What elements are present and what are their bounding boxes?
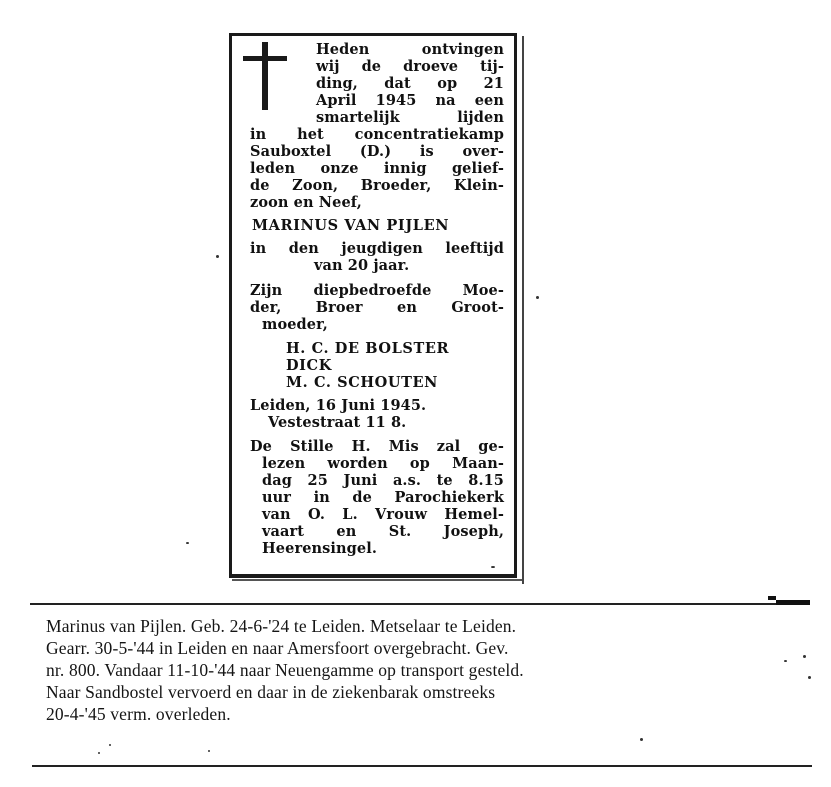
print-speck [640,738,643,741]
deceased-name: MARINUS VAN PIJLEN [252,217,450,234]
notice-line: van O. L. Vrouw Hemel- [262,506,504,523]
notice-line: wij de droeve tij- [316,58,504,75]
notice-line: uur in de Parochiekerk [262,489,504,506]
notice-line: Sauboxtel (D.) is over- [250,143,504,160]
print-speck [216,255,219,258]
notice-address: Vestestraat 11 8. [268,414,407,431]
notice-place-date: Leiden, 16 Juni 1945. [250,397,427,414]
cross-icon [241,40,289,112]
print-speck [808,676,811,679]
notice-line: Zijn diepbedroefde Moe- [250,282,504,299]
notice-line: leden onze innig gelief- [250,160,504,177]
notice-border-shadow-bottom [232,579,522,581]
notice-border-shadow [514,36,524,584]
notice-line: De Stille H. Mis zal ge- [250,438,504,455]
caption-line: Marinus van Pijlen. Geb. 24-6-'24 te Leiden. Metselaar te Leiden. [46,616,517,636]
print-speck [784,660,787,662]
bottom-rule [32,765,812,767]
notice-line: lezen worden op Maan- [262,455,504,472]
notice-line: Heden ontvingen [316,41,504,58]
print-speck [109,744,111,746]
notice-line: vaart en St. Joseph, [262,523,504,540]
print-speck [803,655,806,658]
notice-line: zoon en Neef, [250,194,362,211]
caption-line: Naar Sandbostel vervoerd en daar in de ziekenbarak omstreeks [46,682,496,702]
print-speck [208,750,210,752]
signatory-name: H. C. DE BOLSTER [286,340,450,357]
signatory-name: M. C. SCHOUTEN [286,374,439,391]
notice-line: ding, dat op 21 [316,75,504,92]
notice-line: in het concentratiekamp [250,126,504,143]
notice-line: smartelijk lijden [316,109,504,126]
print-speck [491,566,495,568]
print-speck [186,542,189,544]
notice-line: moeder, [262,316,328,333]
notice-line: dag 25 Juni a.s. te 8.15 [262,472,504,489]
top-rule-tick [768,596,776,600]
notice-line: der, Broer en Groot- [250,299,504,316]
signatory-name: DICK [286,357,332,374]
top-rule [30,603,776,605]
notice-line: de Zoon, Broeder, Klein- [250,177,504,194]
caption-line: nr. 800. Vandaar 11-10-'44 naar Neuengamme op transport gesteld. [46,660,524,680]
notice-line: April 1945 na een [316,92,504,109]
notice-line: van 20 jaar. [314,257,410,274]
print-speck [536,296,539,299]
caption-line: 20-4-'45 verm. overleden. [46,704,231,724]
print-speck [98,752,100,754]
notice-line: Heerensingel. [262,540,377,557]
caption-line: Gearr. 30-5-'44 in Leiden en naar Amersfoort overgebracht. Gev. [46,638,509,658]
top-rule-end [776,600,810,605]
notice-line: in den jeugdigen leeftijd [250,240,504,257]
